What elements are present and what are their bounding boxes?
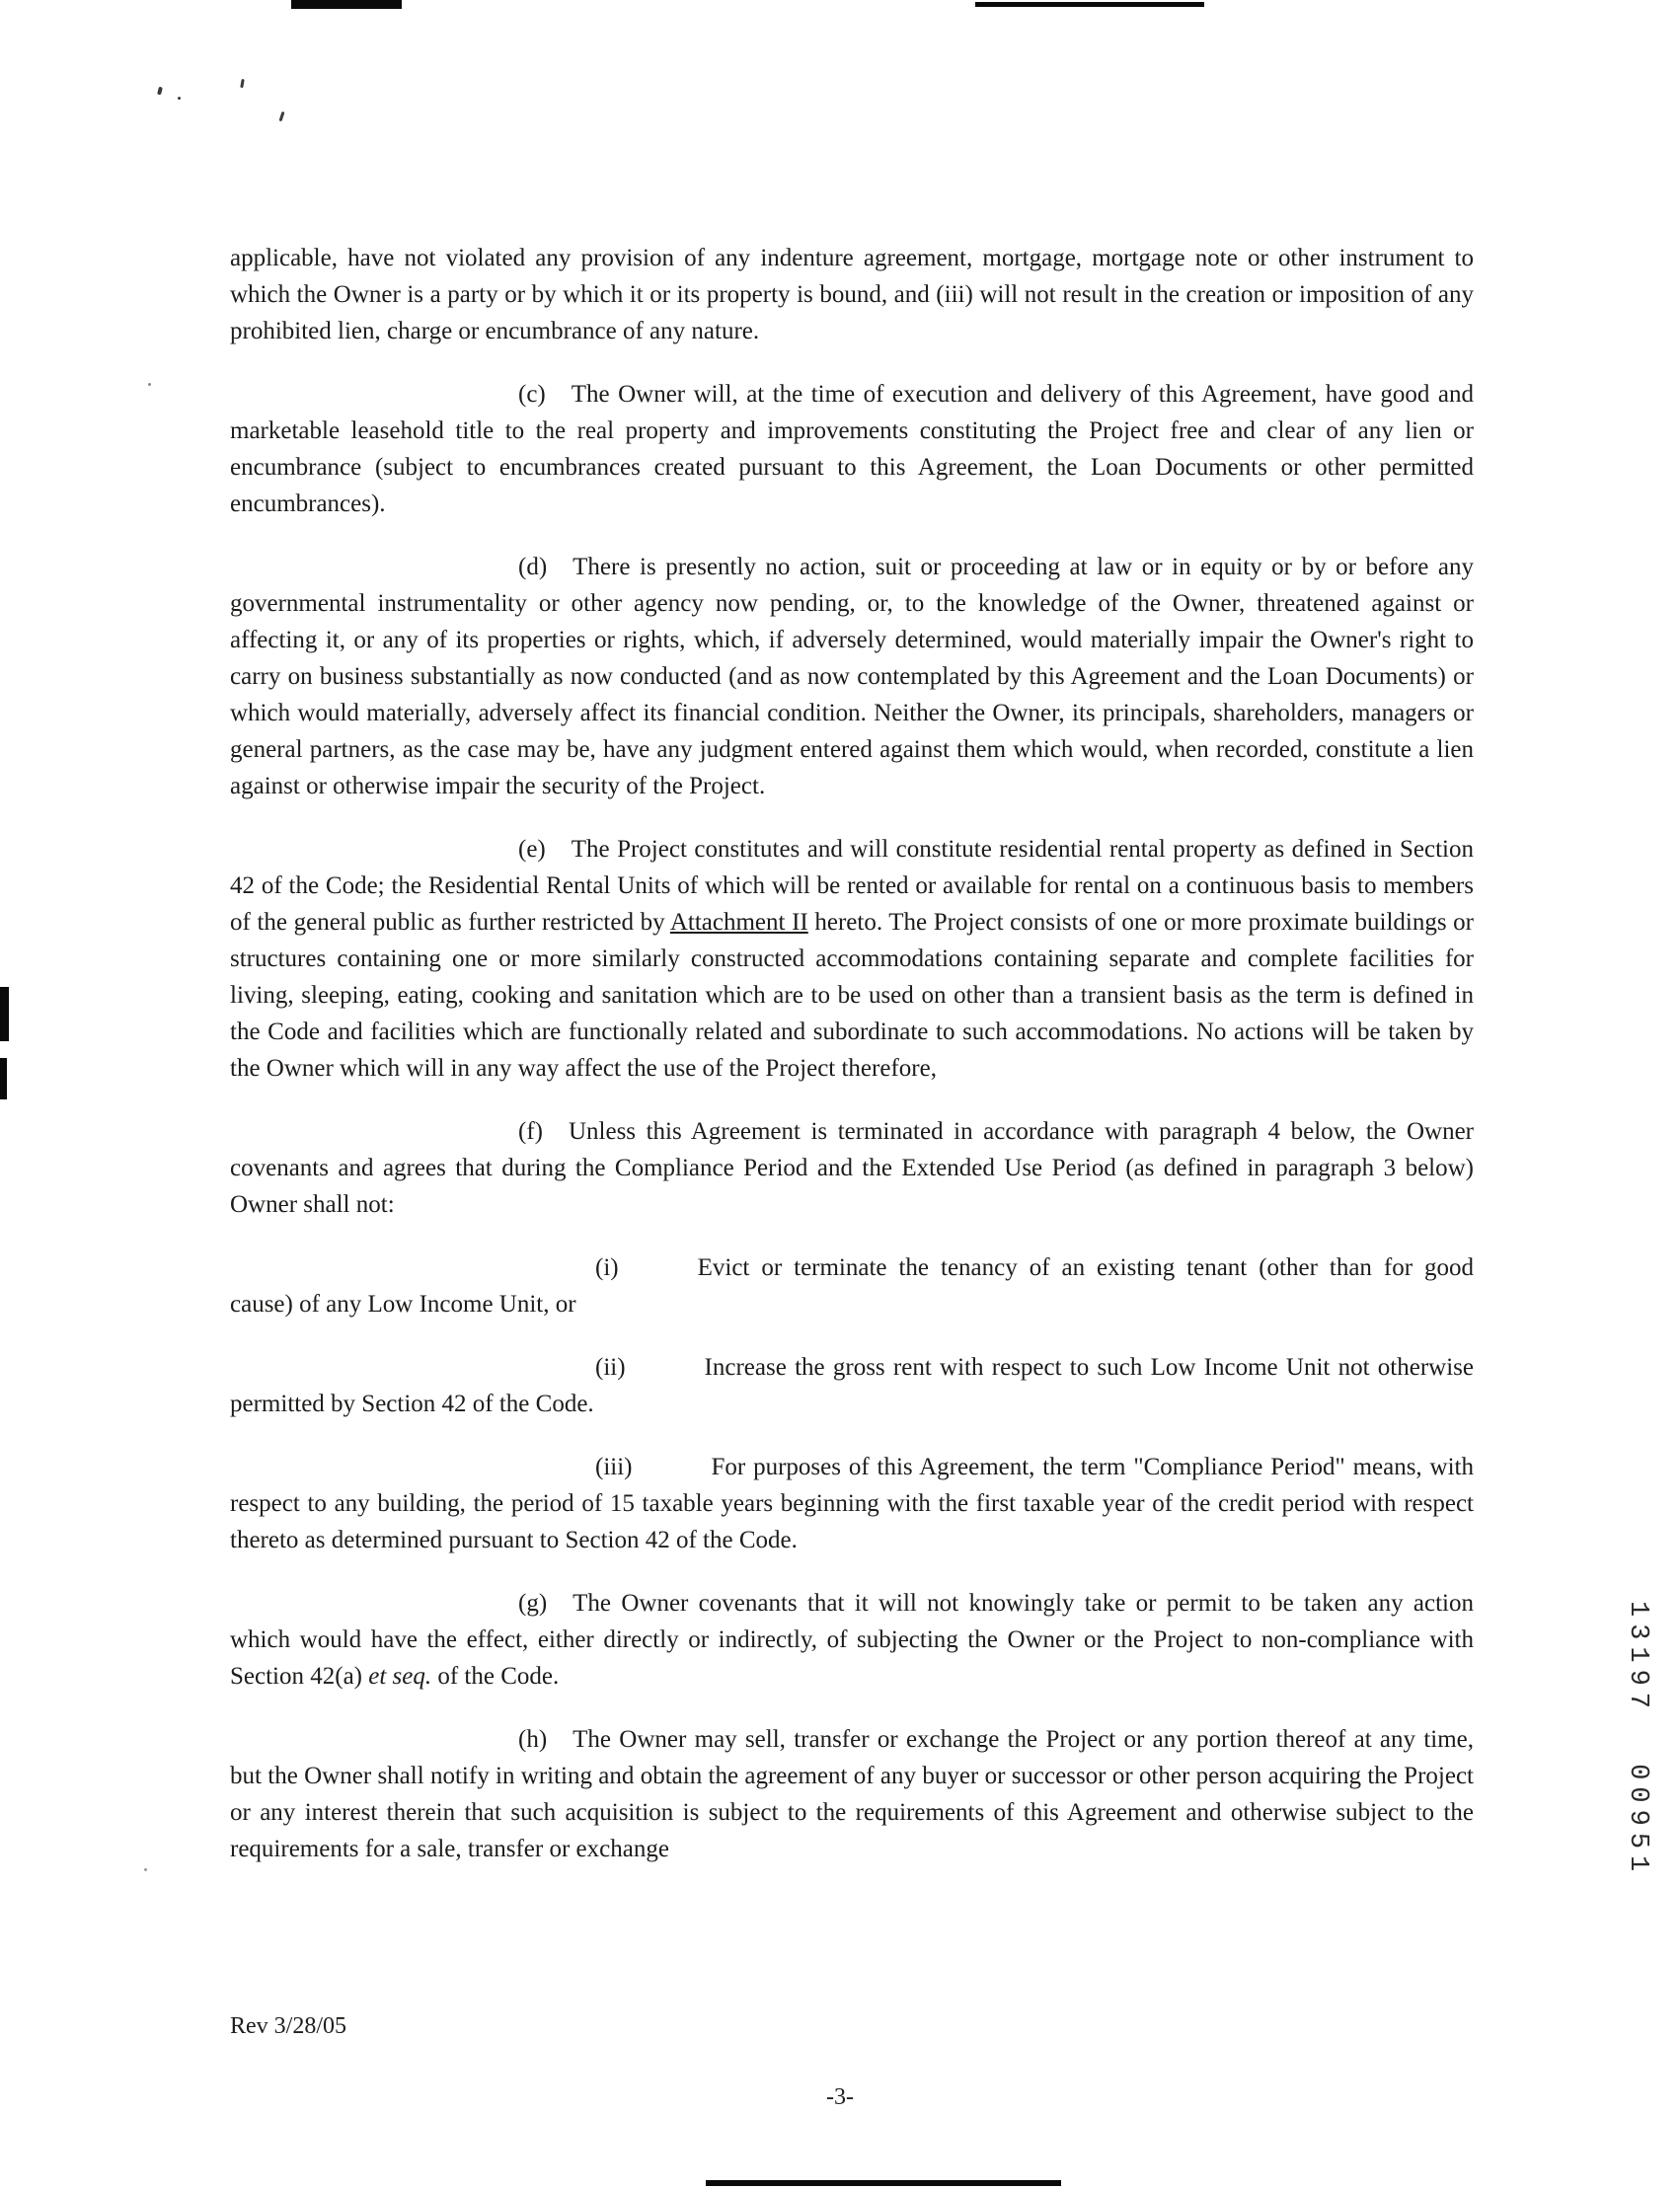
paragraph-f-item-ii bbox=[230, 1349, 1474, 1422]
paragraph-f-item-iii bbox=[230, 1449, 1474, 1558]
scan-artifact-left-edge-1 bbox=[0, 987, 9, 1041]
scan-speck-1 bbox=[157, 87, 163, 96]
paragraph-e-label: (e) bbox=[518, 836, 546, 863]
paragraph-h-label: (h) bbox=[518, 1726, 548, 1753]
paragraph-f-item-ii-label: (ii) bbox=[595, 1354, 626, 1381]
paragraph-c-text: The Owner will, at the time of execution and delivery of this Agreement, have good and marketable leasehold title to the real property and improvements constituting the Project free and clear of any lien or encumbrance (subject to encumbrances created pursuant to this Agreement, the Loan Documents or other permitted encumbrances). bbox=[230, 381, 1474, 517]
paragraph-f-item-i bbox=[230, 1249, 1474, 1322]
scan-artifact-left-edge-2 bbox=[0, 1058, 7, 1099]
attachment-ii-reference: Attachment II bbox=[669, 909, 808, 936]
paragraph-intro-text: applicable, have not violated any provision of any indenture agreement, mortgage, mortgage note or other instrument to which the Owner is a party or by which it or its property is bound, and (iii) will not result in the creation or imposition of any prohibited lien, charge or encumbrance of any nature. bbox=[230, 245, 1474, 344]
scan-speck-3 bbox=[240, 79, 245, 88]
paragraph-c-label: (c) bbox=[518, 381, 546, 408]
paragraph-g-text-post: of the Code. bbox=[431, 1663, 560, 1690]
scan-speck-2 bbox=[178, 97, 181, 100]
paragraph-e-text-pre: The Project constitutes and will constitute residential rental property as defined in Section 42 of the Code; the Residential Rental Units of which will be rented or available for rental on a continuous basis to members of the general public as further restricted by bbox=[230, 836, 1474, 936]
paragraph-h bbox=[230, 1721, 1474, 1867]
paragraph-f bbox=[230, 1113, 1474, 1223]
paragraph-c bbox=[230, 376, 1474, 522]
paragraph-e bbox=[230, 831, 1474, 1087]
scan-artifact-bottom-edge bbox=[706, 2180, 1061, 2186]
scan-artifact-top-left bbox=[291, 0, 402, 9]
paragraph-f-item-i-text: Evict or terminate the tenancy of an existing tenant (other than for good cause) of any Low Income Unit, or bbox=[230, 1254, 1474, 1318]
scan-speck-5 bbox=[148, 383, 151, 386]
paragraph-g bbox=[230, 1585, 1474, 1695]
page-number: -3- bbox=[826, 2084, 854, 2110]
paragraph-g-label: (g) bbox=[518, 1590, 548, 1617]
revision-date: Rev 3/28/05 bbox=[230, 2013, 346, 2039]
et-seq-citation: et seq. bbox=[368, 1663, 432, 1690]
scan-speck-6 bbox=[144, 1868, 147, 1871]
document-page bbox=[230, 240, 1474, 1894]
bates-stamp: 13197 00951 bbox=[1623, 1601, 1652, 1879]
paragraph-d-text: There is presently no action, suit or proceeding at law or in equity or by or before any governmental instrumentality or other agency now pending, or, to the knowledge of the Owner, threatened against or affecting it, or any of its properties or rights, which, if adversely determined, would materially impair the Owner's right to carry on business substantially as now conducted (and as now contemplated by this Agreement and the Loan Documents) or which would materially, adversely affect its financial condition. Neither the Owner, its principals, shareholders, managers or general partners, as the case may be, have any judgment entered against them which would, when recorded, constitute a lien against or otherwise impair the security of the Project. bbox=[230, 554, 1474, 799]
paragraph-d bbox=[230, 549, 1474, 804]
paragraph-f-item-ii-text: Increase the gross rent with respect to such Low Income Unit not otherwise permitted by Section 42 of the Code. bbox=[230, 1354, 1474, 1417]
paragraph-h-text: The Owner may sell, transfer or exchange the Project or any portion thereof at any time, but the Owner shall notify in writing and obtain the agreement of any buyer or successor or other person acquiring the Project or any interest therein that such acquisition is subject to the requirements of this Agreement and otherwise subject to the requirements for a sale, transfer or exchange bbox=[230, 1726, 1474, 1862]
scan-artifact-top-right bbox=[975, 2, 1204, 7]
paragraph-f-item-i-label: (i) bbox=[595, 1254, 619, 1281]
scan-speck-4 bbox=[279, 112, 285, 121]
paragraph-intro bbox=[230, 240, 1474, 349]
paragraph-f-label: (f) bbox=[518, 1118, 543, 1145]
paragraph-e-text-post: hereto. The Project consists of one or more proximate buildings or structures containing one or more similarly constructed accommodations containing separate and complete facilities for living, sleeping, eating, cooking and sanitation which are to be used on other than a transient basis as the term is defined in the Code and facilities which are functionally related and subordinate to such accommodations. No actions will be taken by the Owner which will in any way affect the use of the Project therefore, bbox=[230, 909, 1475, 1082]
paragraph-d-label: (d) bbox=[518, 554, 548, 580]
paragraph-f-item-iii-label: (iii) bbox=[595, 1454, 633, 1480]
paragraph-f-item-iii-text: For purposes of this Agreement, the term "Compliance Period" means, with respect to any building, the period of 15 taxable years beginning with the first taxable year of the credit period with respect thereto as determined pursuant to Section 42 of the Code. bbox=[230, 1454, 1474, 1553]
paragraph-f-text: Unless this Agreement is terminated in accordance with paragraph 4 below, the Owner covenants and agrees that during the Compliance Period and the Extended Use Period (as defined in paragraph 3 below) Owner shall not: bbox=[230, 1118, 1474, 1218]
paragraph-g-text-pre: The Owner covenants that it will not knowingly take or permit to be taken any action which would have the effect, either directly or indirectly, of subjecting the Owner or the Project to non-compliance with Section 42(a) bbox=[230, 1590, 1474, 1690]
